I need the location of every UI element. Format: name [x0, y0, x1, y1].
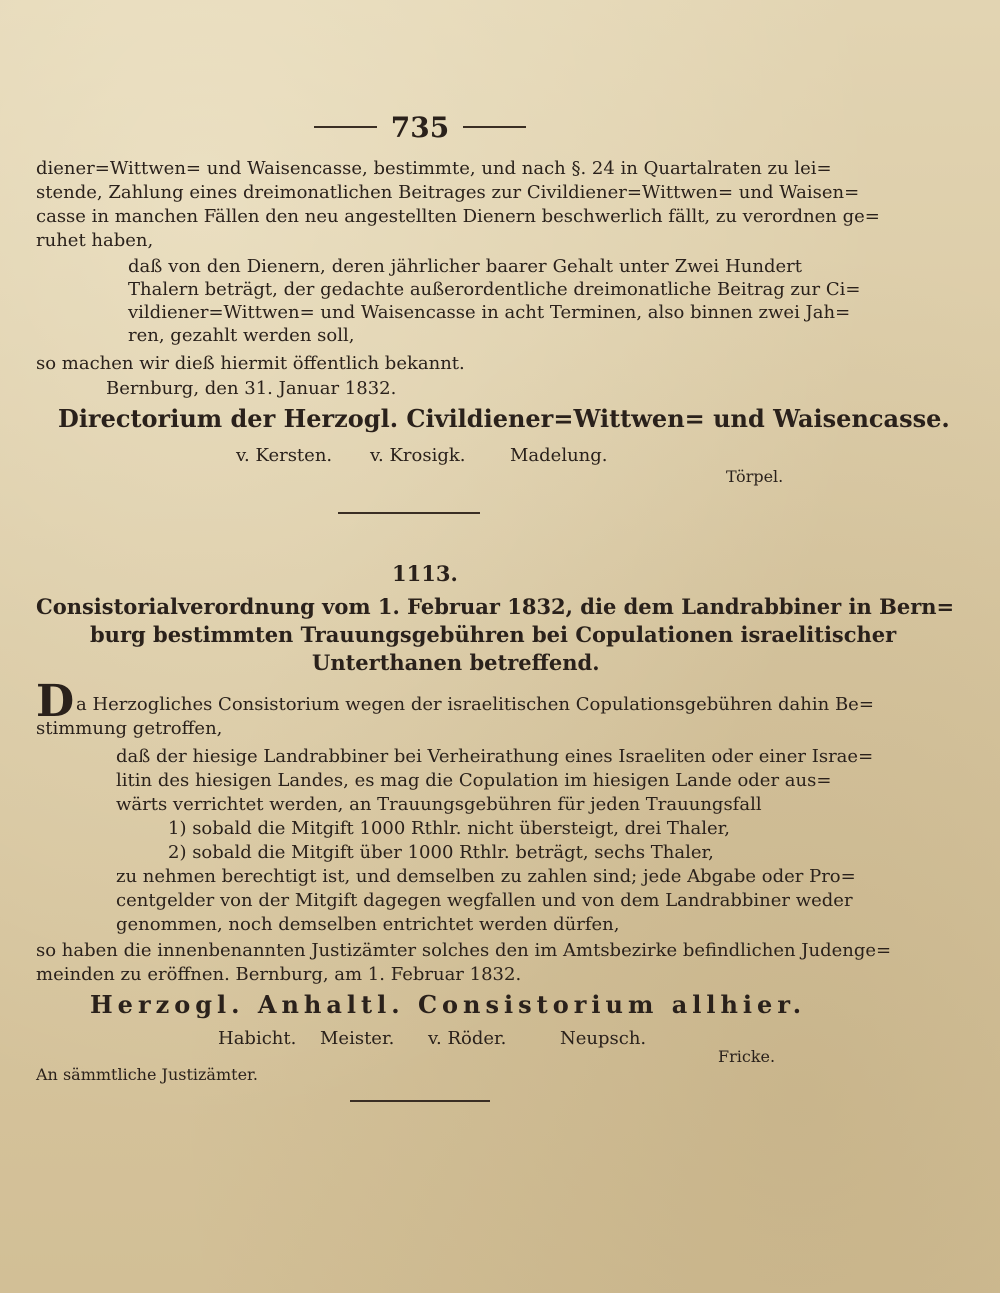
header-rule-left: [314, 126, 377, 128]
issuing-authority: Directorium der Herzogl. Civildiener=Wittwen= und Waisencasse.: [58, 404, 950, 433]
issuing-authority: Herzogl. Anhaltl. Consistorium allhier.: [90, 990, 807, 1019]
fee-item: 2) sobald die Mitgift über 1000 Rthlr. beträgt, sechs Thaler,: [168, 842, 714, 863]
signatory: v. Röder.: [428, 1028, 507, 1049]
drop-cap: D: [36, 676, 75, 727]
clause-line: genommen, noch demselben entrichtet werden dürfen,: [116, 914, 620, 935]
signatory: v. Kersten.: [236, 445, 333, 466]
clause-line: daß der hiesige Landrabbiner bei Verheirathung eines Israeliten oder einer Israe=: [116, 746, 874, 767]
body-line: ruhet haben,: [36, 230, 154, 251]
clause-line: ren, gezahlt werden soll,: [128, 325, 355, 346]
clause-line: Thalern beträgt, der gedachte außerordentliche dreimonatliche Beitrag zur Ci=: [128, 279, 861, 300]
ordinance-title: burg bestimmten Trauungsgebühren bei Copulationen israelitischer: [90, 622, 897, 647]
ordinance-title: Consistorialverordnung vom 1. Februar 1832, die dem Landrabbiner in Bern=: [36, 594, 955, 619]
clause-line: vildiener=Wittwen= und Waisencasse in acht Terminen, also binnen zwei Jah=: [128, 302, 851, 323]
closing-line: meinden zu eröffnen. Bernburg, am 1. Februar 1832.: [36, 964, 522, 985]
section-divider: [338, 512, 480, 514]
ordinance-number: 1113.: [392, 561, 458, 586]
header-rule-right: [463, 126, 526, 128]
body-line: stende, Zahlung eines dreimonatlichen Beitrages zur Civildiener=Wittwen= und Waisen=: [36, 182, 860, 203]
clerk-signature: Fricke.: [718, 1047, 776, 1066]
closing-line: so haben die innenbenannten Justizämter solches den im Amtsbezirke befindlichen Judenge=: [36, 940, 892, 961]
signatory: v. Krosigk.: [370, 445, 466, 466]
signatory: Madelung.: [510, 445, 608, 466]
signatory: Neupsch.: [560, 1028, 647, 1049]
fee-item: 1) sobald die Mitgift 1000 Rthlr. nicht übersteigt, drei Thaler,: [168, 818, 731, 839]
section-divider: [350, 1100, 490, 1102]
body-line: stimmung getroffen,: [36, 718, 223, 739]
ordinance-title: Unterthanen betreffend.: [312, 650, 600, 675]
clause-line: wärts verrichtet werden, an Trauungsgebühren für jeden Trauungsfall: [116, 794, 762, 815]
clause-line: centgelder von der Mitgift dagegen wegfallen und von dem Landrabbiner weder: [116, 890, 853, 911]
clause-line: daß von den Dienern, deren jährlicher baarer Gehalt unter Zwei Hundert: [128, 256, 802, 277]
signatory: Meister.: [320, 1028, 395, 1049]
body-line: diener=Wittwen= und Waisencasse, bestimmte, und nach §. 24 in Quartalraten zu lei=: [36, 158, 832, 179]
closing-line: so machen wir dieß hiermit öffentlich bekannt.: [36, 353, 465, 374]
body-line: a Herzogliches Consistorium wegen der israelitischen Copulationsgebühren dahin Be=: [76, 694, 874, 715]
clause-line: zu nehmen berechtigt ist, und demselben zu zahlen sind; jede Abgabe oder Pro=: [116, 866, 856, 887]
dateline: Bernburg, den 31. Januar 1832.: [106, 378, 397, 399]
page-header: [300, 112, 540, 142]
page-number: 735: [390, 110, 450, 144]
signatory: Habicht.: [218, 1028, 297, 1049]
body-line: casse in manchen Fällen den neu angestellten Dienern beschwerlich fällt, zu verordnen ge=: [36, 206, 880, 227]
addressee: An sämmtliche Justizämter.: [36, 1065, 259, 1084]
clerk-signature: Törpel.: [726, 467, 784, 486]
clause-line: litin des hiesigen Landes, es mag die Copulation im hiesigen Lande oder aus=: [116, 770, 832, 791]
